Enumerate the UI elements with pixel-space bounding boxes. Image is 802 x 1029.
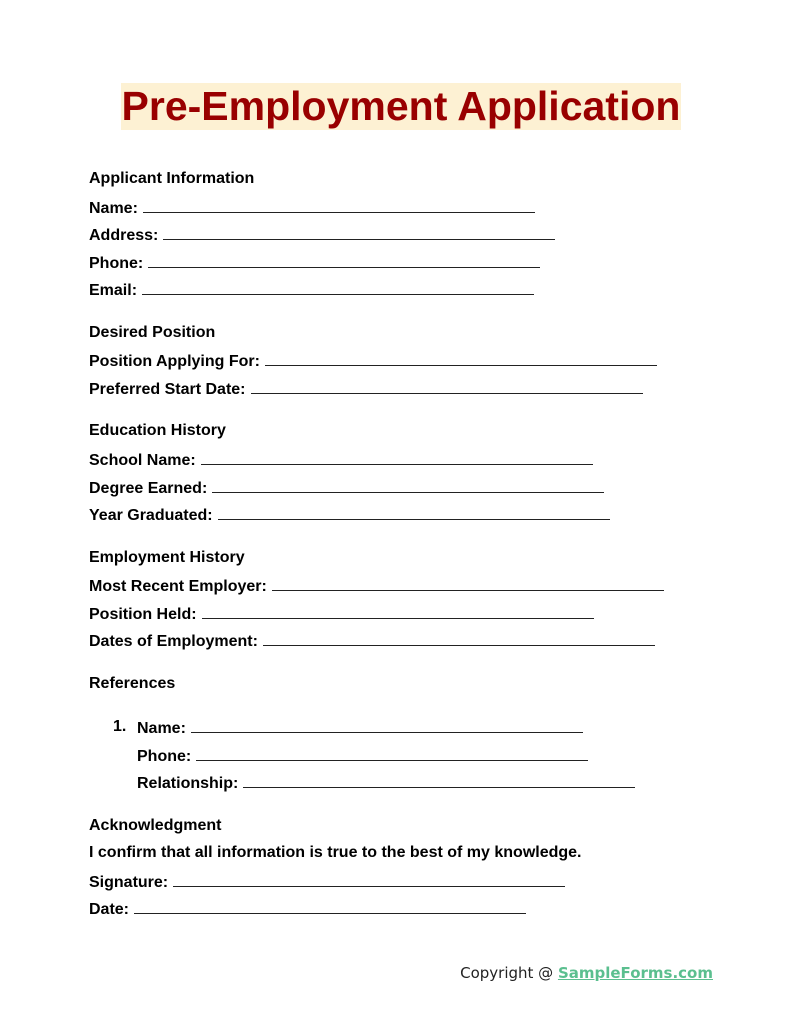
- spacer: [89, 407, 729, 423]
- field-start-date: [89, 379, 729, 407]
- school-blank[interactable]: [201, 450, 593, 465]
- name-blank[interactable]: [143, 198, 535, 213]
- section-heading-references: References: [89, 674, 176, 692]
- field-label: Name:: [137, 720, 186, 738]
- ref-name-blank[interactable]: [191, 718, 583, 733]
- address-blank[interactable]: [163, 225, 555, 240]
- employer-blank[interactable]: [272, 576, 664, 591]
- field-degree: [89, 478, 729, 506]
- page-title: Pre-Employment Application: [121, 83, 681, 129]
- form-body: [89, 170, 729, 927]
- employment-dates-blank[interactable]: [263, 631, 655, 646]
- acknowledgment-statement: I confirm that all information is true to the best of my knowledge.: [89, 844, 582, 862]
- position-applying-blank[interactable]: [265, 351, 657, 366]
- field-label: Signature:: [89, 873, 169, 891]
- section-heading-position: Desired Position: [89, 323, 216, 341]
- ref-relationship-blank[interactable]: [243, 773, 635, 788]
- degree-blank[interactable]: [212, 478, 604, 493]
- field-label: Dates of Employment:: [89, 633, 258, 651]
- field-label: Position Applying For:: [89, 353, 260, 371]
- field-address: [89, 225, 729, 253]
- email-blank[interactable]: [142, 280, 534, 295]
- field-date: [89, 899, 729, 927]
- field-name: [89, 198, 729, 226]
- field-label: Phone:: [137, 747, 192, 765]
- sampleforms-link[interactable]: SampleForms.com: [557, 964, 713, 982]
- field-label: Date:: [89, 901, 130, 919]
- field-year-graduated: [89, 505, 729, 533]
- field-label: Relationship:: [137, 775, 239, 793]
- section-heading-applicant: Applicant Information: [89, 170, 255, 187]
- field-label: Phone:: [89, 254, 144, 272]
- field-email: [89, 280, 729, 308]
- position-held-blank[interactable]: [202, 604, 594, 619]
- field-label: Name:: [89, 199, 138, 217]
- spacer: [89, 659, 729, 675]
- list-number: 1.: [113, 718, 127, 736]
- copyright-footer: [460, 964, 713, 982]
- spacer: [89, 308, 729, 324]
- year-blank[interactable]: [218, 505, 610, 520]
- title-wrapper: [0, 83, 802, 130]
- field-recent-employer: [89, 576, 729, 604]
- copyright-text: Copyright @: [460, 964, 558, 982]
- field-position-applying: [89, 351, 729, 379]
- field-label: Address:: [89, 227, 159, 245]
- field-signature: [89, 872, 729, 900]
- field-school: [89, 450, 729, 478]
- field-ref-name: [89, 718, 729, 746]
- field-label: Preferred Start Date:: [89, 380, 246, 398]
- field-position-held: [89, 604, 729, 632]
- field-label: Degree Earned:: [89, 479, 208, 497]
- section-heading-education: Education History: [89, 422, 226, 440]
- signature-blank[interactable]: [173, 872, 565, 887]
- field-label: Email:: [89, 282, 138, 300]
- field-label: Year Graduated:: [89, 507, 213, 525]
- section-heading-employment: Employment History: [89, 548, 245, 566]
- section-heading-acknowledgment: Acknowledgment: [89, 816, 222, 834]
- field-ref-phone: [89, 746, 729, 774]
- field-label: Position Held:: [89, 605, 197, 623]
- field-employment-dates: [89, 631, 729, 659]
- field-label: School Name:: [89, 451, 196, 469]
- spacer: [89, 801, 729, 817]
- spacer: [89, 533, 729, 549]
- spacer: [89, 702, 729, 718]
- field-phone: [89, 253, 729, 281]
- field-ref-relationship: [89, 773, 729, 801]
- field-label: Most Recent Employer:: [89, 578, 267, 596]
- start-date-blank[interactable]: [251, 379, 643, 394]
- phone-blank[interactable]: [148, 253, 540, 268]
- date-blank[interactable]: [134, 899, 526, 914]
- ref-phone-blank[interactable]: [196, 746, 588, 761]
